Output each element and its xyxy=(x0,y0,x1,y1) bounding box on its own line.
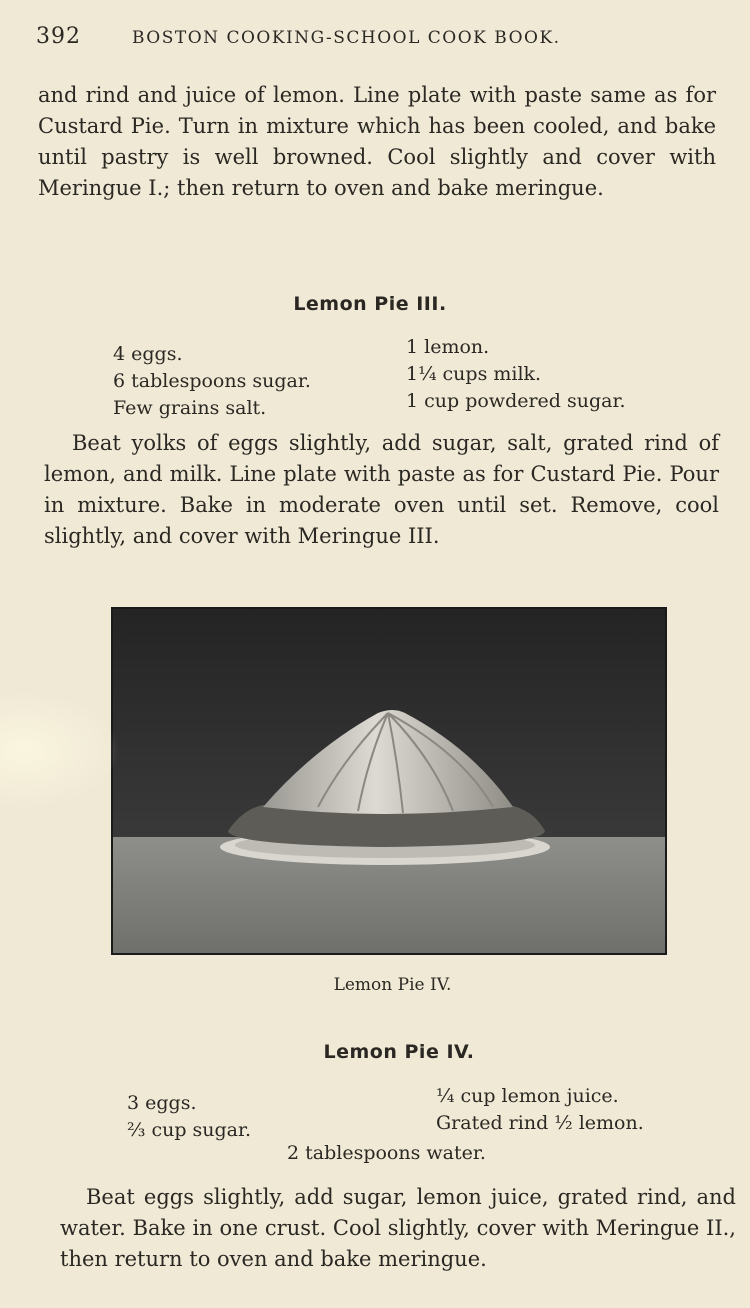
ingredient-item: Few grains salt. xyxy=(113,397,267,419)
recipe-directions: Beat eggs slightly, add sugar, lemon juice, grated rind, and water. Bake in one crust. Cool slightly, cover with Meringue II., then return to oven and bake meringue. xyxy=(60,1185,736,1271)
paper-stain xyxy=(0,690,120,810)
recipe-directions: Beat yolks of eggs slightly, add sugar, salt, grated rind of lemon, and milk. Line plate with paste as for Custard Pie. Pour in mixture. Bake in moderate oven until set. Remove, cool slightly, and cover with Meringue III. xyxy=(44,431,719,548)
ingredient-item: Grated rind ½ lemon. xyxy=(436,1112,644,1134)
ingredient-item: 2 tablespoons water. xyxy=(287,1142,486,1164)
pie-illustration xyxy=(113,609,665,953)
running-head: BOSTON COOKING-SCHOOL COOK BOOK. xyxy=(132,28,561,48)
figure-caption: Lemon Pie IV. xyxy=(333,975,452,995)
ingredient-item: ⅔ cup sugar. xyxy=(127,1119,252,1141)
ingredient-item: 1 cup powdered sugar. xyxy=(406,390,626,412)
recipe-title-lemon-pie-iii: Lemon Pie III. xyxy=(293,293,447,315)
ingredient-item: 1 lemon. xyxy=(406,336,490,358)
page-number: 392 xyxy=(36,24,81,49)
page-header xyxy=(36,24,720,58)
ingredient-item: 4 eggs. xyxy=(113,343,183,365)
lemon-pie-photo xyxy=(111,607,667,955)
ingredient-item: 1¼ cups milk. xyxy=(406,363,542,385)
recipe-title-lemon-pie-iv: Lemon Pie IV. xyxy=(323,1041,475,1063)
ingredient-item: 6 tablespoons sugar. xyxy=(113,370,311,392)
ingredient-item: ¼ cup lemon juice. xyxy=(436,1085,619,1107)
continued-paragraph: and rind and juice of lemon. Line plate with paste same as for Custard Pie. Turn in mixture which has been cooled, and bake until pastry is well browned. Cool slightly and cover with Meringue I.; then return to oven and bake meringue. xyxy=(38,83,716,200)
ingredient-item: 3 eggs. xyxy=(127,1092,197,1114)
